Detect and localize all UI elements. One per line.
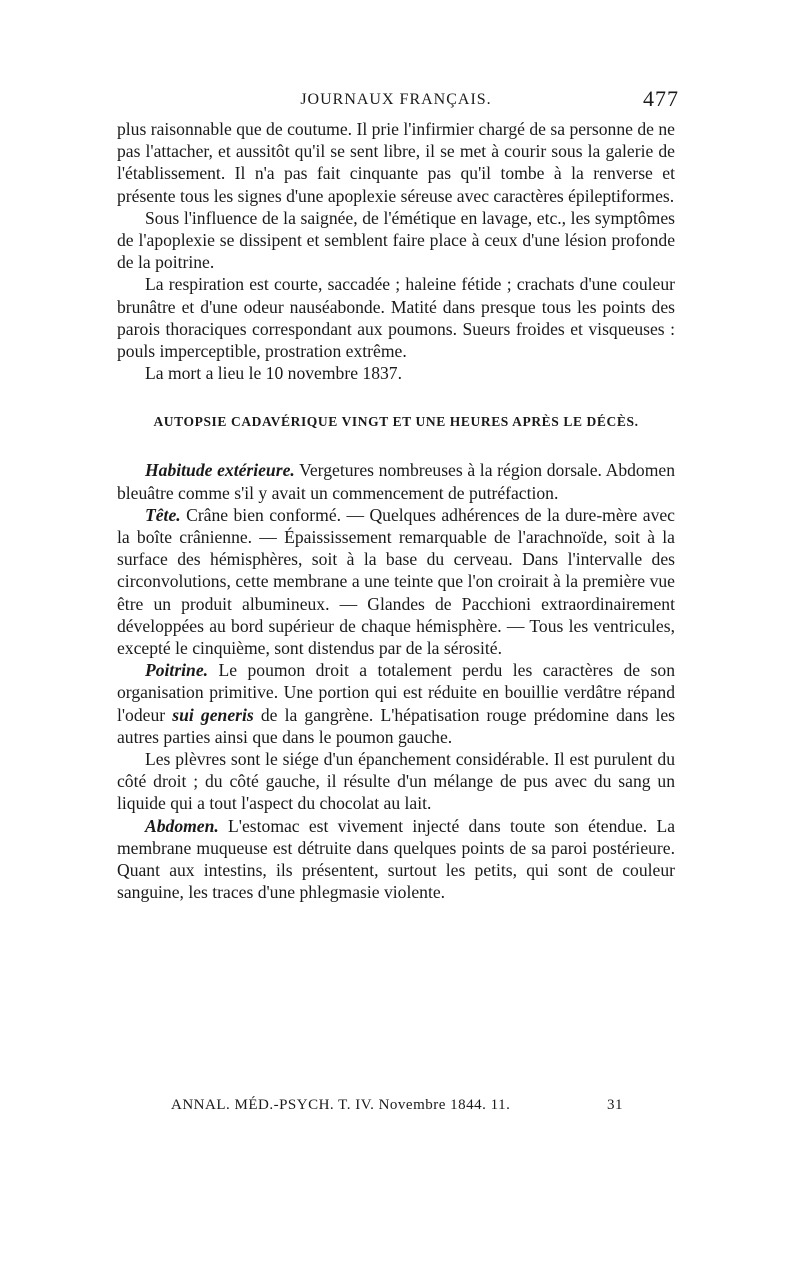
lead-tete: Tête. (145, 504, 181, 525)
emphasis-sui-generis: sui generis (172, 704, 254, 725)
paragraph-poitrine (117, 659, 675, 748)
page-body (117, 86, 679, 904)
paragraph-respiration: La respiration est courte, saccadée ; haleine fétide ; crachats d'une couleur brunâtre et d'une odeur nauséabonde. Matité dans presque tous les points des parois thoraciques correspondant aux poumons. Sueurs froides et visqueuses : pouls imperceptible, prostration extrême. (117, 274, 675, 362)
lead-poitrine: Poitrine. (145, 660, 209, 681)
page-number: 477 (643, 86, 679, 111)
paragraph-abdomen (117, 815, 675, 904)
page-header (117, 86, 679, 118)
text-habitude: Vergetures nombreuses à la région dorsale. Abdomen bleuâtre comme s'il y avait un commencement de putréfaction. (117, 460, 676, 503)
sheet-number: 31 (607, 1097, 623, 1113)
text-tete: Crâne bien conformé. — Quelques adhérences de la dure-mère avec la boîte crânienne. — Épaississement remarquable de l'arachnoïde, soit à la surface des hémisphères, soit à la base du cerveau. Dans l'intervalle des circonvolutions, cette membrane a une teinte que l'on croirait à la première vue être un produit albumineux. — Glandes de Pacchioni extraordinairement développées au bord supérieur de chaque hémisphère. — Tous les ventricules, excepté le cinquième, sont distendus par de la sérosité. (117, 504, 675, 659)
text-poitrine-before: Le poumon droit a totalement perdu les caractères de son organisation primitive. Une portion qui est réduite en bouillie verdâtre répand l'odeur (117, 660, 675, 725)
paragraph-plevres: Les plèvres sont le siége d'un épanchement considérable. Il est purulent du côté droit ; du côté gauche, il résulte d'un mélange de pus avec du sang un liquide qui a tout l'aspect du chocolat au lait. (117, 749, 675, 814)
paragraph-treatment: Sous l'influence de la saignée, de l'émétique en lavage, etc., les symptômes de l'apoplexie se dissipent et semblent faire place à ceux d'une lésion profonde de la poitrine. (117, 207, 675, 273)
lead-abdomen: Abdomen. (145, 815, 219, 836)
running-title: JOURNAUX FRANÇAIS. (300, 91, 492, 108)
paragraph-habitude (117, 459, 675, 503)
paragraph-tete (117, 504, 675, 659)
lead-habitude: Habitude extérieure. (145, 460, 295, 481)
paragraph-death: La mort a lieu le 10 novembre 1837. (145, 363, 402, 384)
printer-signature: ANNAL. MÉD.-PSYCH. T. IV. Novembre 1844. 11. (171, 1097, 511, 1113)
paragraph-continuation: plus raisonnable que de coutume. Il prie l'infirmier chargé de sa personne de ne pas l'attacher, et aussitôt qu'il se sent libre, il se met à courir sous la galerie de l'établissement. Il n'a pas fait cinquante pas qu'il tombe à la renverse et présente tous les signes d'une apoplexie séreuse avec caractères épileptiformes. (117, 119, 675, 206)
text-abdomen: L'estomac est vivement injecté dans toute son étendue. La membrane muqueuse est détruite dans quelques points de sa paroi postérieure. Quant aux intestins, ils présentent, surtout les petits, qui sont de couleur sanguine, les traces d'une phlegmasie violente. (117, 815, 675, 903)
section-title: AUTOPSIE CADAVÉRIQUE VINGT ET UNE HEURES APRÈS LE DÉCÈS. (153, 414, 639, 430)
text-poitrine-after: de la gangrène. L'hépatisation rouge prédomine dans les autres parties ainsi que dans le poumon gauche. (117, 704, 676, 747)
